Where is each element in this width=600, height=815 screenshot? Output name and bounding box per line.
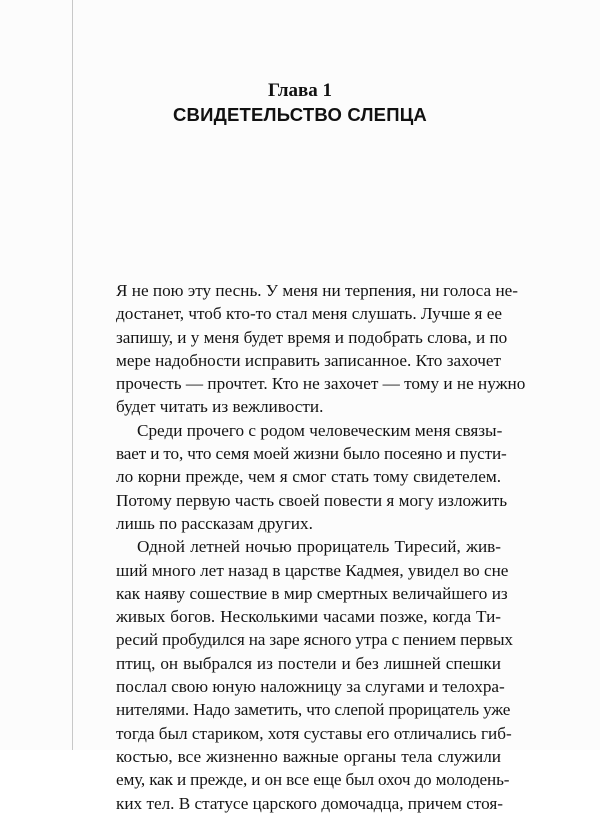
text-line: ких тел. В статусе царского домочадца, причем стоя- [116, 793, 504, 813]
text-line: птиц, он выбрался из постели и без лишней спешки [116, 653, 501, 673]
text-line: мере надобности исправить записанное. Кто захочет [116, 350, 501, 370]
text-line: достанет, чтоб кто-то стал меня слушать. Лучше я ее [116, 304, 503, 324]
text-line: послал свою юную наложницу за слугами и телохра- [116, 677, 505, 697]
text-line: будет читать из вежливости. [116, 397, 324, 417]
text-line: как наяву сошествие в мир смертных величайшего из [116, 583, 508, 603]
body-text [116, 279, 526, 815]
text-line: Я не пою эту песнь. У меня ни терпения, ни голоса не- [116, 281, 518, 300]
text-line: нителями. Надо заметить, что слепой прорицатель уже [116, 700, 511, 720]
chapter-label: Глава 1 [267, 80, 333, 101]
text-line: живых богов. Несколькими часами позже, когда Ти- [116, 607, 501, 627]
text-line: ресий пробудился на заре ясного утра с пением первых [116, 630, 513, 650]
text-line: вает и то, что семя моей жизни было посеяно и пусти- [116, 444, 507, 464]
text-line: Одной летней ночью прорицатель Тиресий, жив- [137, 537, 501, 557]
text-line: Среди прочего с родом человеческим меня связы- [137, 420, 503, 440]
text-line: костью, все жизненно важные органы тела служили [116, 746, 501, 766]
text-line: прочесть — прочтет. Кто не захочет — тому и не нужно [116, 374, 526, 394]
text-line: ло корни прежде, чем я смог стать тому свидетелем. [116, 467, 501, 487]
text-line: ему, как и прежде, и он все еще был охоч до молодень- [116, 770, 510, 790]
text-line: ший много лет назад в царстве Кадмея, увидел во сне [116, 560, 509, 580]
text-line: лишь по рассказам других. [116, 513, 313, 533]
chapter-title: СВИДЕТЕЛЬСТВО СЛЕПЦА [172, 104, 427, 125]
text-line: тогда был стариком, хотя суставы его отличались гиб- [116, 723, 512, 743]
text-line: Потому первую часть своей повести я могу изложить [116, 490, 508, 510]
text-line: запишу, и у меня будет время и подобрать слова, и по [116, 327, 508, 347]
